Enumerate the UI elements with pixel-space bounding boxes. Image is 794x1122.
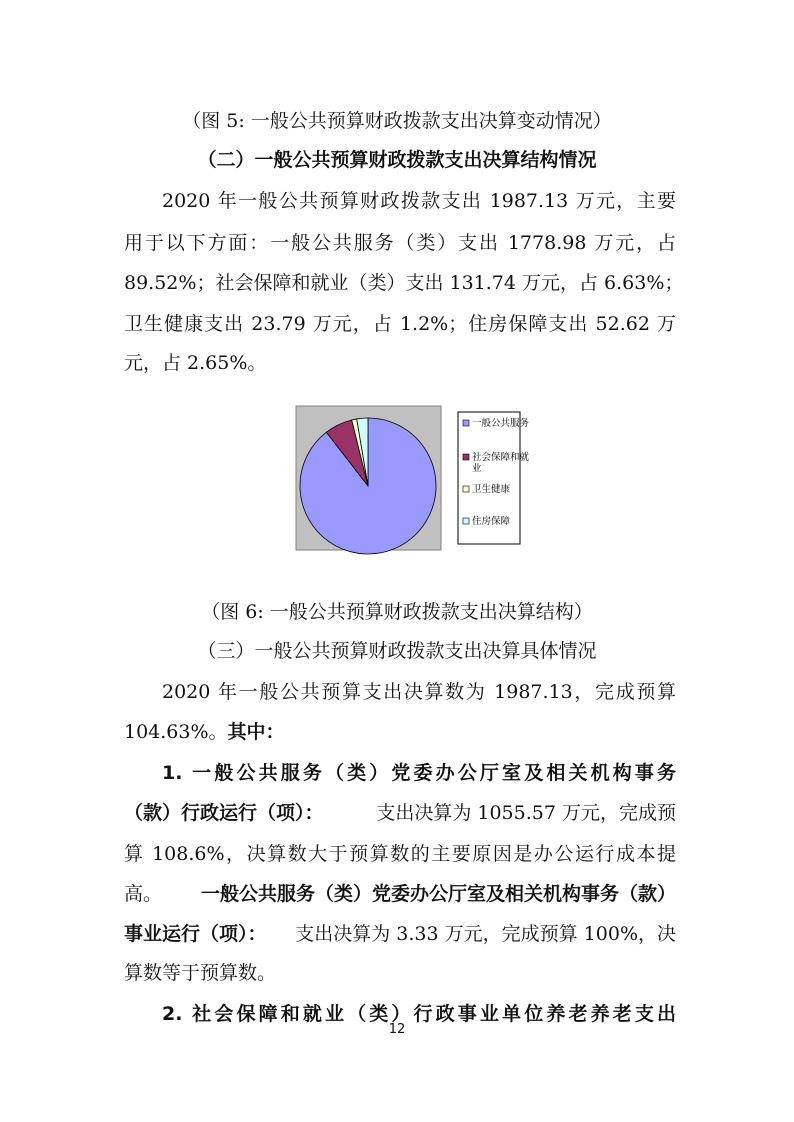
figure-6-caption: （图 6: 一般公共预算财政拨款支出决算结构）: [201, 601, 593, 623]
paragraph-line: 89.52%；社会保障和就业（类）支出 131.74 万元，占 6.63%；: [124, 272, 684, 294]
paragraph-line: 用于以下方面：一般公共服务（类）支出 1778.98 万元，占: [124, 232, 676, 254]
paragraph-text: 高。: [124, 883, 163, 905]
legend-label: 一般公共服务: [472, 418, 530, 429]
legend-swatch: [463, 420, 469, 426]
paragraph-text: 支出决算为 1055.57 万元，完成预: [376, 802, 676, 824]
subheading-line: 1. 一般公共服务（类）党委办公厅室及相关机构事务: [162, 762, 676, 784]
paragraph-line: 算 108.6%，决算数大于预算数的主要原因是办公运行成本提: [124, 843, 676, 865]
page-number: 12: [388, 1022, 406, 1037]
paragraph-text: 104.63%。: [124, 721, 228, 743]
figure-5-caption: （图 5: 一般公共预算财政拨款支出决算变动情况）: [182, 110, 612, 132]
paragraph-line: 2020 年一般公共预算支出决算数为 1987.13，完成预算: [162, 681, 676, 703]
paragraph-line: [124, 921, 676, 947]
paragraph-line: [124, 800, 676, 826]
legend-label: 社会保障和就: [472, 452, 530, 463]
paragraph-line: 卫生健康支出 23.79 万元，占 1.2%；住房保障支出 52.62 万: [124, 313, 676, 335]
legend-label: 住房保障: [472, 516, 511, 527]
paragraph-bold-text: 一般公共服务（类）党委办公厅室及相关机构事务（款）: [200, 883, 676, 905]
paragraph-line: [124, 719, 676, 745]
paragraph-bold-text: 事业运行（项）：: [124, 923, 267, 945]
legend-swatch: [463, 518, 469, 524]
pie-chart: [296, 406, 530, 550]
section-heading-2: （二）一般公共预算财政拨款支出决算结构情况: [197, 149, 597, 171]
legend-swatch: [463, 454, 469, 460]
legend-label: 卫生健康: [472, 484, 511, 495]
section-heading-3: （三）一般公共预算财政拨款支出决算具体情况: [197, 640, 597, 662]
paragraph-line: 2020 年一般公共预算财政拨款支出 1987.13 万元，主要: [162, 190, 676, 212]
legend-swatch: [463, 486, 469, 492]
paragraph-line: 元，占 2.65%。: [124, 352, 267, 374]
paragraph-line: [124, 881, 676, 907]
paragraph-text: 支出决算为 3.33 万元，完成预算 100%，决: [295, 923, 676, 945]
legend-label: 业: [472, 463, 482, 474]
paragraph-bold-text: （款）行政运行（项）：: [124, 802, 324, 824]
subheading-line: 2. 社会保障和就业（类）行政事业单位养老养老支出: [162, 1003, 676, 1025]
paragraph-bold-text: 其中：: [227, 721, 285, 743]
paragraph-line: 算数等于预算数。: [124, 962, 277, 984]
